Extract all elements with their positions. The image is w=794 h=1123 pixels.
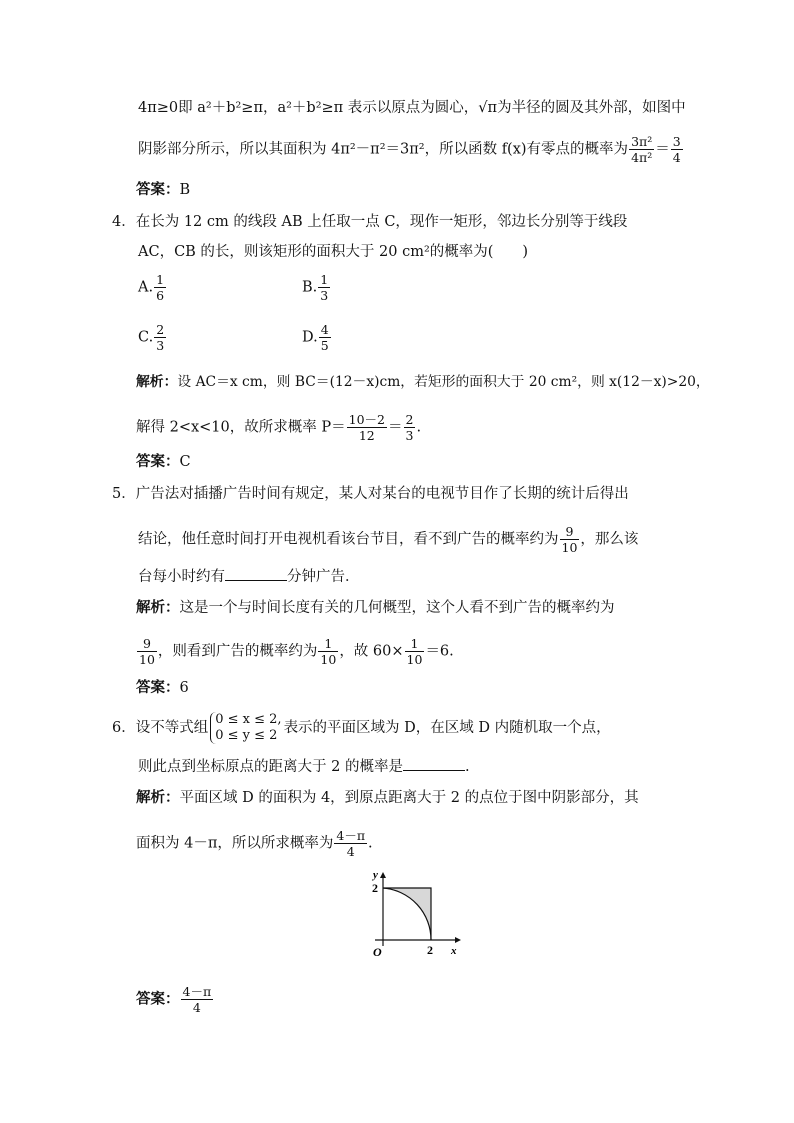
fraction: $\frac{\text{3π²}}{\text{4π²}}$ — [631, 134, 653, 165]
q6-answer: 答案： $\frac{4-\pi}{4}$ — [136, 984, 212, 1015]
q5-stem-line1: 5．广告法对插播广告时间有规定，某人对某台的电视节目作了长期的统计后得出 — [112, 486, 629, 502]
q4-stem-line2: AC，CB 的长，则该矩形的面积大于 20 cm²的概率为( ) — [138, 244, 529, 260]
q6-analysis-line1: 解析：平面区域 D 的面积为 4，到原点距离大于 2 的点位于图中阴影部分，其 — [136, 789, 639, 806]
q5-analysis-line2: $\frac{9}{10}$ ，则看到广告的概率约为 $\frac{1}{10}$ ，故 60× $\frac{1}{10}$ ＝6. — [139, 636, 454, 667]
x-tick-label: 2 — [427, 943, 433, 957]
q6-analysis-line2: 面积为 4－π，所以所求概率为 $\frac{4-\pi}{4}$ . — [136, 828, 373, 859]
origin-label: O — [373, 945, 382, 959]
q5-analysis-line1: 解析：这是一个与时间长度有关的几何概型，这个人看不到广告的概率约为 — [136, 599, 615, 616]
y-tick-label: 2 — [372, 881, 378, 895]
q6-stem-line2: 则此点到坐标原点的距离大于 2 的概率是 . — [138, 756, 470, 777]
q4-stem-line1: 4．在长为 12 cm 的线段 AB 上任取一点 C，现作一矩形，邻边长分别等于线段 — [112, 214, 628, 230]
x-axis-label: x — [451, 945, 457, 957]
y-axis-arrow-icon — [380, 872, 386, 878]
q4-option-c: C. $\frac{2}{3}$ — [138, 322, 165, 353]
q5-stem-line3: 台每小时约有 分钟广告． — [138, 566, 360, 587]
q4-answer: 答案：C — [136, 453, 191, 470]
q4-analysis-line2: 解得 2<x<10，故所求概率 P＝ $\frac{10-2}{12}$ ＝ $\frac{2}{3}$ . — [136, 412, 422, 443]
q4-option-a: A. $\frac{1}{6}$ — [138, 272, 165, 303]
answer-blank — [225, 566, 287, 581]
answer-blank — [403, 756, 465, 771]
prev-solution-line2: 阴影部分所示，所以其面积为 4π²－π²＝3π²，所以函数 f(x)有零点的概率为 $\frac{\text{3π²}}{\text{4π²}}$ ＝ $\frac{3}{4}$ — [138, 134, 681, 165]
y-axis-label: y — [373, 869, 378, 881]
prev-solution-line1: 4π≥0即 a²＋b²≥π，a²＋b²≥π 表示以原点为圆心，√π为半径的圆及其外部，如图中 — [138, 100, 686, 116]
q4-option-d: D. $\frac{4}{5}$ — [302, 322, 329, 353]
q4-option-b: B. $\frac{1}{3}$ — [302, 272, 329, 303]
inequality-system: 0 ≤ x ≤ 2, 0 ≤ y ≤ 2 — [210, 712, 281, 744]
q5-answer: 答案：6 — [136, 679, 189, 696]
figure-svg — [355, 868, 465, 960]
prev-answer: 答案：B — [136, 181, 191, 198]
q6-stem-line1: 6．设不等式组 0 ≤ x ≤ 2, 0 ≤ y ≤ 2 表示的平面区域为 D，在区域 D 内随机取一个点， — [112, 712, 611, 743]
quarter-circle-figure — [355, 868, 465, 960]
q4-analysis-line1: 解析：设 AC＝x cm，则 BC＝(12－x)cm，若矩形的面积大于 20 cm²，则 x(12－x)>20， — [136, 374, 710, 390]
x-axis-arrow-icon — [455, 937, 461, 943]
q5-stem-line2: 结论，他任意时间打开电视机看该台节目，看不到广告的概率约为 $\frac{9}{10}$ ，那么该 — [138, 524, 639, 555]
fraction: $\frac{3}{4}$ — [672, 134, 681, 165]
